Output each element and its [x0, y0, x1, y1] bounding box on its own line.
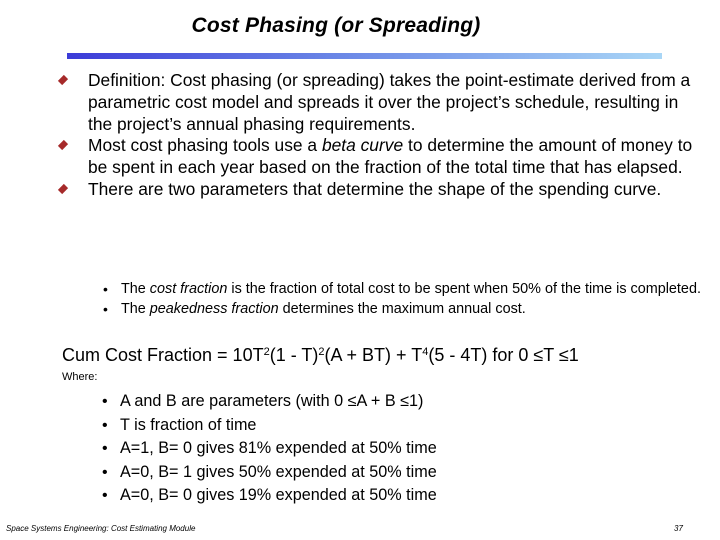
- slide-title: Cost Phasing (or Spreading): [191, 14, 481, 37]
- footer-course-title: Space Systems Engineering: Cost Estimating Module: [6, 524, 196, 533]
- where-label: Where:: [62, 371, 98, 383]
- where-item: • A and B are parameters (with 0 ≤A + B ≤1): [97, 390, 437, 414]
- beta-curve-term: beta curve: [321, 135, 404, 156]
- where-item: • A=1, B= 0 gives 81% expended at 50% time: [97, 437, 437, 461]
- main-bullet-list: [57, 70, 707, 201]
- cost-fraction-term: cost fraction: [149, 281, 228, 297]
- where-item: • A=0, B= 0 gives 19% expended at 50% time: [97, 484, 437, 508]
- bullet-definition: Definition: Cost phasing (or spreading) takes the point-estimate derived from a parametric cost model and spreads it over the project’s schedule, resulting in the project’s annual phasing requirements.: [57, 70, 707, 135]
- title-underline: [67, 53, 662, 59]
- sub-bullet-cost-fraction: • The cost fraction is the fraction of total cost to be spent when 50% of the time is completed.: [103, 281, 701, 297]
- diamond-bullet-icon: [58, 75, 68, 85]
- bullet-parameters: There are two parameters that determine the shape of the spending curve.: [57, 179, 707, 201]
- dot-bullet-icon: •: [102, 416, 108, 434]
- page-number: 37: [674, 524, 683, 533]
- where-item: • T is fraction of time: [97, 414, 437, 438]
- sub-bullet-list: [97, 281, 707, 320]
- dot-bullet-icon: •: [103, 300, 108, 317]
- bullet-beta-curve: Most cost phasing tools use a beta curve to determine the amount of money to be spent in each year based on the fraction of the total time that has elapsed.: [57, 135, 707, 179]
- sub-bullet-peakedness: • The peakedness fraction determines the maximum annual cost.: [103, 300, 526, 317]
- where-item: • A=0, B= 1 gives 50% expended at 50% time: [97, 461, 437, 485]
- dot-bullet-icon: •: [102, 487, 108, 505]
- where-list: [97, 390, 437, 508]
- diamond-bullet-icon: [58, 140, 68, 150]
- dot-bullet-icon: •: [103, 281, 108, 297]
- dot-bullet-icon: •: [102, 463, 108, 481]
- diamond-bullet-icon: [58, 184, 68, 194]
- dot-bullet-icon: •: [102, 393, 108, 410]
- peakedness-term: peakedness fraction: [149, 300, 279, 317]
- cum-cost-formula: Cum Cost Fraction = $10T^2(1 - T)^2(A + BT) + T^4(5 - 4T)$ for 0 ≤T ≤1: [62, 345, 579, 365]
- dot-bullet-icon: •: [102, 440, 108, 458]
